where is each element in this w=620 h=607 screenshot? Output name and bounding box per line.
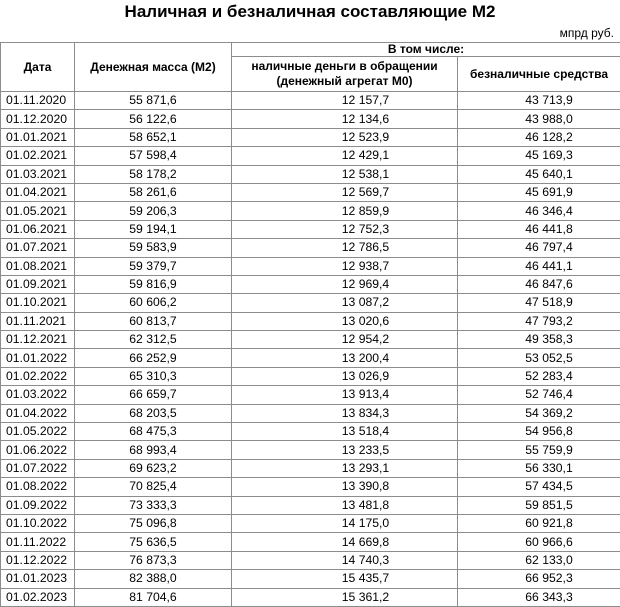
- table-row: [1, 551, 620, 569]
- table-row: [1, 533, 620, 551]
- cell-noncash: 47 793,2: [458, 312, 620, 330]
- cell-noncash: 53 052,5: [458, 349, 620, 367]
- cell-cash: 13 481,8: [232, 496, 458, 514]
- cell-cash: 13 293,1: [232, 459, 458, 477]
- cell-date: 01.11.2022: [1, 533, 75, 551]
- cell-date: 01.04.2022: [1, 404, 75, 422]
- table-body: [1, 92, 620, 607]
- cell-m2: 68 203,5: [75, 404, 232, 422]
- header-m2: Денежная масса (М2): [75, 43, 232, 92]
- cell-m2: 57 598,4: [75, 147, 232, 165]
- cell-date: 01.12.2022: [1, 551, 75, 569]
- cell-noncash: 57 434,5: [458, 478, 620, 496]
- cell-m2: 59 379,7: [75, 257, 232, 275]
- cell-cash: 15 435,7: [232, 570, 458, 588]
- header-including: В том числе:: [232, 43, 620, 57]
- table-row: [1, 459, 620, 477]
- cell-noncash: 60 921,8: [458, 514, 620, 532]
- cell-cash: 13 390,8: [232, 478, 458, 496]
- table-row: [1, 570, 620, 588]
- cell-noncash: 54 369,2: [458, 404, 620, 422]
- cell-date: 01.06.2022: [1, 441, 75, 459]
- cell-cash: 13 200,4: [232, 349, 458, 367]
- cell-m2: 55 871,6: [75, 92, 232, 110]
- table-row: [1, 312, 620, 330]
- cell-m2: 62 312,5: [75, 331, 232, 349]
- table-row: [1, 294, 620, 312]
- cell-cash: 12 752,3: [232, 220, 458, 238]
- cell-noncash: 45 691,9: [458, 183, 620, 201]
- cell-cash: 12 134,6: [232, 110, 458, 128]
- cell-cash: 12 969,4: [232, 275, 458, 293]
- cell-m2: 58 261,6: [75, 183, 232, 201]
- cell-m2: 75 636,5: [75, 533, 232, 551]
- table-row: [1, 275, 620, 293]
- cell-noncash: 54 956,8: [458, 423, 620, 441]
- cell-noncash: 52 283,4: [458, 367, 620, 385]
- cell-noncash: 45 169,3: [458, 147, 620, 165]
- cell-cash: 15 361,2: [232, 588, 458, 606]
- cell-date: 01.07.2021: [1, 239, 75, 257]
- table-row: [1, 239, 620, 257]
- cell-m2: 65 310,3: [75, 367, 232, 385]
- cell-m2: 73 333,3: [75, 496, 232, 514]
- cell-noncash: 46 797,4: [458, 239, 620, 257]
- cell-date: 01.11.2020: [1, 92, 75, 110]
- money-supply-table: [0, 42, 620, 607]
- cell-noncash: 59 851,5: [458, 496, 620, 514]
- cell-noncash: 45 640,1: [458, 165, 620, 183]
- cell-date: 01.07.2022: [1, 459, 75, 477]
- cell-cash: 13 834,3: [232, 404, 458, 422]
- table-row: [1, 165, 620, 183]
- cell-m2: 58 652,1: [75, 128, 232, 146]
- cell-date: 01.05.2022: [1, 423, 75, 441]
- cell-date: 01.08.2021: [1, 257, 75, 275]
- cell-date: 01.12.2021: [1, 331, 75, 349]
- header-cash: наличные деньги в обращении (денежный агрегат М0): [232, 57, 458, 92]
- cell-noncash: 46 441,1: [458, 257, 620, 275]
- cell-m2: 82 388,0: [75, 570, 232, 588]
- cell-cash: 13 020,6: [232, 312, 458, 330]
- cell-noncash: 46 847,6: [458, 275, 620, 293]
- cell-m2: 56 122,6: [75, 110, 232, 128]
- cell-m2: 58 178,2: [75, 165, 232, 183]
- table-row: [1, 588, 620, 606]
- cell-m2: 70 825,4: [75, 478, 232, 496]
- table-row: [1, 331, 620, 349]
- table-row: [1, 404, 620, 422]
- table-row: [1, 478, 620, 496]
- cell-m2: 68 993,4: [75, 441, 232, 459]
- cell-date: 01.03.2022: [1, 386, 75, 404]
- cell-date: 01.01.2023: [1, 570, 75, 588]
- cell-cash: 12 786,5: [232, 239, 458, 257]
- cell-noncash: 55 759,9: [458, 441, 620, 459]
- table-row: [1, 220, 620, 238]
- cell-noncash: 52 746,4: [458, 386, 620, 404]
- header-noncash: безналичные средства: [458, 57, 620, 92]
- table-row: [1, 257, 620, 275]
- cell-date: 01.04.2021: [1, 183, 75, 201]
- table-row: [1, 147, 620, 165]
- cell-date: 01.09.2022: [1, 496, 75, 514]
- cell-cash: 12 954,2: [232, 331, 458, 349]
- cell-m2: 66 252,9: [75, 349, 232, 367]
- table-row: [1, 128, 620, 146]
- cell-date: 01.01.2021: [1, 128, 75, 146]
- cell-date: 01.12.2020: [1, 110, 75, 128]
- table-row: [1, 423, 620, 441]
- table-row: [1, 92, 620, 110]
- cell-date: 01.05.2021: [1, 202, 75, 220]
- cell-cash: 13 233,5: [232, 441, 458, 459]
- cell-noncash: 49 358,3: [458, 331, 620, 349]
- cell-cash: 14 175,0: [232, 514, 458, 532]
- cell-m2: 75 096,8: [75, 514, 232, 532]
- cell-cash: 13 913,4: [232, 386, 458, 404]
- cell-noncash: 62 133,0: [458, 551, 620, 569]
- cell-cash: 12 538,1: [232, 165, 458, 183]
- cell-date: 01.10.2021: [1, 294, 75, 312]
- cell-date: 01.03.2021: [1, 165, 75, 183]
- cell-date: 01.01.2022: [1, 349, 75, 367]
- table-row: [1, 441, 620, 459]
- cell-m2: 68 475,3: [75, 423, 232, 441]
- cell-noncash: 66 343,3: [458, 588, 620, 606]
- unit-label: мпрд руб.: [560, 24, 614, 42]
- cell-m2: 66 659,7: [75, 386, 232, 404]
- cell-m2: 59 206,3: [75, 202, 232, 220]
- cell-date: 01.06.2021: [1, 220, 75, 238]
- cell-noncash: 60 966,6: [458, 533, 620, 551]
- table-row: [1, 183, 620, 201]
- cell-m2: 76 873,3: [75, 551, 232, 569]
- cell-date: 01.02.2021: [1, 147, 75, 165]
- cell-noncash: 43 713,9: [458, 92, 620, 110]
- table-row: [1, 514, 620, 532]
- cell-cash: 13 087,2: [232, 294, 458, 312]
- cell-m2: 60 606,2: [75, 294, 232, 312]
- table-row: [1, 349, 620, 367]
- cell-m2: 81 704,6: [75, 588, 232, 606]
- cell-cash: 12 523,9: [232, 128, 458, 146]
- cell-date: 01.10.2022: [1, 514, 75, 532]
- cell-cash: 12 569,7: [232, 183, 458, 201]
- cell-noncash: 47 518,9: [458, 294, 620, 312]
- cell-date: 01.09.2021: [1, 275, 75, 293]
- cell-date: 01.02.2023: [1, 588, 75, 606]
- cell-date: 01.08.2022: [1, 478, 75, 496]
- header-date: Дата: [1, 43, 75, 92]
- cell-m2: 60 813,7: [75, 312, 232, 330]
- cell-cash: 14 669,8: [232, 533, 458, 551]
- cell-m2: 69 623,2: [75, 459, 232, 477]
- cell-noncash: 46 346,4: [458, 202, 620, 220]
- cell-cash: 12 859,9: [232, 202, 458, 220]
- cell-date: 01.02.2022: [1, 367, 75, 385]
- cell-cash: 14 740,3: [232, 551, 458, 569]
- cell-m2: 59 194,1: [75, 220, 232, 238]
- cell-m2: 59 583,9: [75, 239, 232, 257]
- cell-noncash: 56 330,1: [458, 459, 620, 477]
- sheet-title: Наличная и безналичная составляющие М2: [0, 0, 620, 24]
- cell-m2: 59 816,9: [75, 275, 232, 293]
- cell-date: 01.11.2021: [1, 312, 75, 330]
- table-row: [1, 110, 620, 128]
- table-row: [1, 386, 620, 404]
- cell-cash: 12 429,1: [232, 147, 458, 165]
- cell-cash: 13 026,9: [232, 367, 458, 385]
- table-row: [1, 496, 620, 514]
- cell-cash: 12 157,7: [232, 92, 458, 110]
- cell-noncash: 46 441,8: [458, 220, 620, 238]
- cell-cash: 13 518,4: [232, 423, 458, 441]
- table-row: [1, 202, 620, 220]
- cell-cash: 12 938,7: [232, 257, 458, 275]
- table-row: [1, 367, 620, 385]
- cell-noncash: 46 128,2: [458, 128, 620, 146]
- cell-noncash: 43 988,0: [458, 110, 620, 128]
- cell-noncash: 66 952,3: [458, 570, 620, 588]
